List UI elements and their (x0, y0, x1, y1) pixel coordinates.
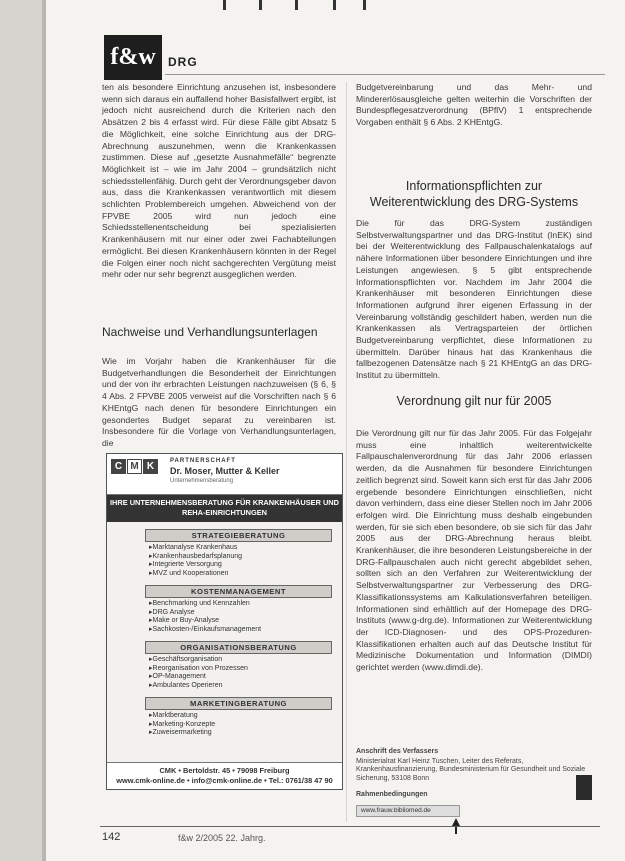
heading-nachweise: Nachweise und Verhandlungsunterlagen (102, 325, 318, 339)
list-item: ▸ Krankenhausbedarfsplanung (149, 553, 332, 562)
ad-group-organisation: ORGANISATIONSBERATUNG ▸ Geschäftsorganisation ▸ Reorganisation von Prozessen ▸ OP-Management ▸ Ambulantes Operieren (145, 641, 332, 690)
list-item: ▸ Reorganisation von Prozessen (149, 665, 332, 674)
ad-tagline: IHRE UNTERNEHMENSBERATUNG FÜR KRANKENHÄUSER UND REHA-EINRICHTUNGEN (107, 495, 342, 522)
heading-informationspflichten: Informationspflichten zur Weiterentwicklung des DRG-Systems (369, 179, 579, 209)
ad-header (107, 454, 342, 495)
list-item: ▸ Sachkosten-/Einkaufsmanagement (149, 626, 332, 635)
author-infobox (356, 748, 592, 800)
page-number: 142 (102, 831, 121, 843)
frame-label: Rahmenbedingungen (356, 790, 428, 798)
ad-group-kosten: KOSTENMANAGEMENT ▸ Benchmarking und Kennzahlen ▸ DRG Analyse ▸ Make or Buy-Analyse ▸ Sachkosten-/Einkaufsmanagement (145, 585, 332, 634)
left-column-intro: ten als besondere Einrichtung anzusehen ist, insbesondere wenn sich daraus ein auffallend hoher Basisfallwert ergibt, ist jedoch nicht ausreichend durch die Kriterien nach den Absätzen 2 bis 4 erfasst wird. Für diese Fälle gibt Absatz 5 die Möglichkeit, eine solche Einrichtung aus der DRG-Abrechnung auszunehmen, wenn die Krankenkassen zustimmen. Diese auf „gesetzte Ausnahmefälle“ begrenzte Möglichkeit ist – wie im Jahr 2004 – grundsätzlich nicht schiedsstellenfähig. Durch geht der Verordnungsgeber davon aus, dass die Krankenkassen verantwortlich mit diesem schlichten Problembereich umgehen. Abweichend von der FPVBE 2005 wird nun jedoch eine Schiedsstellenentscheidung bei spezialisierten Krankenhäusern mit nur einer oder zwei Fachabteilungen ermöglicht. Bei diesen Krankenhäusern könnten in der Regel die Folgen einer noch nicht sachgerechten Vergütung meist mehr oder nur sehr begrenzt ausgeglichen werden. (102, 82, 336, 280)
end-marker-square (576, 775, 592, 800)
right-column-intro: Budgetvereinbarung und das Mehr- und Mindererlösausgleiche gelten weiterhin die Vorschriften der Bundespflegesatzverordnung (BPflV) 1 entsprechende Vorgaben enthält § 6 Abs. 2 KHEntgG. (356, 82, 592, 128)
right-column-verordnung: Die Verordnung gilt nur für das Jahr 2005. Für das Folgejahr muss eine inhaltlich weiterentwickelte Fallpauschalenverordnung für das Jahr 2006 erlassen werden, da die Ausnahmen für besondere Einrichtungen zeitlich begrenzt sind. Soweit kann sich erst für das Jahr 2006 ergebende besondere Einrichtungen einschließen, nicht davon verhindern, dass eine dieser Stellen noch im Jahr 2006 erfolgen wird. Die Einrichtung muss deshalb eingebunden werden, für sie sich eben besondere, ob sie sich für das Jahr 2005 aus der DRG-Abrechnung heraus bleibt. Krankenhäuser, die ihre besonderen Leistungsbereiche in der DRG-Fallpauschalen auch nicht gerecht abgebildet sehen, sollten sich an den Verfahren zur Weiterentwicklung der Selbstverwaltungspartner zur Verbesserung des DRG-Klassifikationssystems am Kalkulationsverfahren beteiligen. Informationen sind erhältlich auf der Homepage des DRG-Instituts (www.g-drg.de). Informationen zur Weiterentwicklung der ICD-Diagnosen- und des OPS-Prozeduren-Klassifikationen erhalten auch auf das Deutsche Institut für Medizinische Dokumentation und Information (DIMDI) gerichtet werden (www.dimdi.de). (356, 428, 592, 673)
ad-web-phone: www.cmk-online.de • info@cmk-online.de • Tel.: 0761/38 47 90 (116, 776, 333, 785)
left-column-nachweise: Wie im Vorjahr haben die Krankenhäuser für die Budgetverhandlungen die Besonderheit der Einrichtungen und der von ihr erbrachten Leistungen nachzuweisen (§ 6, § 4 Abs. 2 FPVBE 2005 verweist auf die Vorschriften nach § 6 KHEntgG nach denen für besondere Einrichtungen ein gesondertes Budget separat zu vereinbaren ist. Insbesondere für die Vorlage von Verhandlungsunterlagen, die (102, 356, 336, 448)
ad-firm-subtitle: Unternehmensberatung (170, 478, 234, 484)
list-item: ▸ Geschäftsorganisation (149, 656, 332, 665)
ad-group-strategie: STRATEGIEBERATUNG ▸ Marktanalyse Krankenhaus ▸ Krankenhausbedarfsplanung ▸ Integrierte Versorgung ▸ MVZ und Kooperationen (145, 529, 332, 578)
footer-rule (100, 826, 600, 827)
list-item: ▸ OP-Management (149, 673, 332, 682)
list-item: ▸ Marktanalyse Krankenhaus (149, 544, 332, 553)
journal-citation: f&w 2/2005 22. Jahrg. (178, 833, 266, 843)
url-box[interactable]: www.frauw.bibliomed.de (356, 805, 460, 817)
section-label: DRG (168, 55, 198, 69)
list-item: ▸ Integrierte Versorgung (149, 561, 332, 570)
heading-verordnung: Verordnung gilt nur für 2005 (396, 394, 552, 408)
right-column-info: Die für das DRG-System zuständigen Selbstverwaltungspartner und das DRG-Institut (InEK) sind bei der Weiterentwicklung des Fallpauschalenkatalogs auf nähere Informationen über besondere Einrichtungen und ihre Leistungen angewiesen. § 5 gibt entsprechende Informationspflichten vor. Nachdem im Jahr 2004 die Krankenhäuser mit besonderen Einrichtungen diese Informationen aufgrund ihrer eigenen Erfassung in der Vereinbarung vollständig geschildert haben, werden nun die Krankenkassen als Vertragsparteien der örtlichen Budgetvereinbarung verpflichtet, diese Informationen zu übermitteln. Darüber hinaus hat das Krankenhaus die fallbezogenen Datensätze nach § 21 KHEntgG an das DRG-Institut zu übermitteln. (356, 218, 592, 381)
list-item: ▸ Make or Buy-Analyse (149, 617, 332, 626)
list-item: ▸ MVZ und Kooperationen (149, 570, 332, 579)
author-address: Ministerialrat Karl Heinz Tuschen, Leiter des Referats, Krankenhausfinanzierung, Bundesministerium für Gesundheit und Soziale Sicherung, 53108 Bonn (356, 757, 586, 783)
magazine-logo: f&w (104, 35, 162, 80)
column-gutter (346, 82, 347, 822)
list-item: ▸ Ambulantes Operieren (149, 682, 332, 691)
list-item: ▸ Marktberatung (149, 712, 332, 721)
list-item: ▸ Benchmarking und Kennzahlen (149, 600, 332, 609)
ad-contact (107, 762, 342, 789)
ad-firm-name: Dr. Moser, Mutter & Keller (170, 466, 280, 476)
author-heading: Anschrift des Verfassers (356, 748, 439, 755)
ad-address: CMK • Bertoldstr. 45 • 79098 Freiburg (159, 766, 290, 775)
advertisement-box (106, 453, 343, 790)
scan-shadow-bar (0, 0, 46, 861)
crop-marks (215, 0, 395, 10)
list-item: ▸ Marketing-Konzepte (149, 721, 332, 730)
list-item: ▸ DRG Analyse (149, 609, 332, 618)
list-item: ▸ Zuweisermarketing (149, 729, 332, 738)
ad-group-marketing: MARKETINGBERATUNG ▸ Marktberatung ▸ Marketing-Konzepte ▸ Zuweisermarketing (145, 697, 332, 738)
header-rule (165, 74, 605, 75)
cmk-logo-icon: C M K (111, 459, 159, 474)
ad-partner-label: PARTNERSCHAFT (170, 458, 236, 464)
